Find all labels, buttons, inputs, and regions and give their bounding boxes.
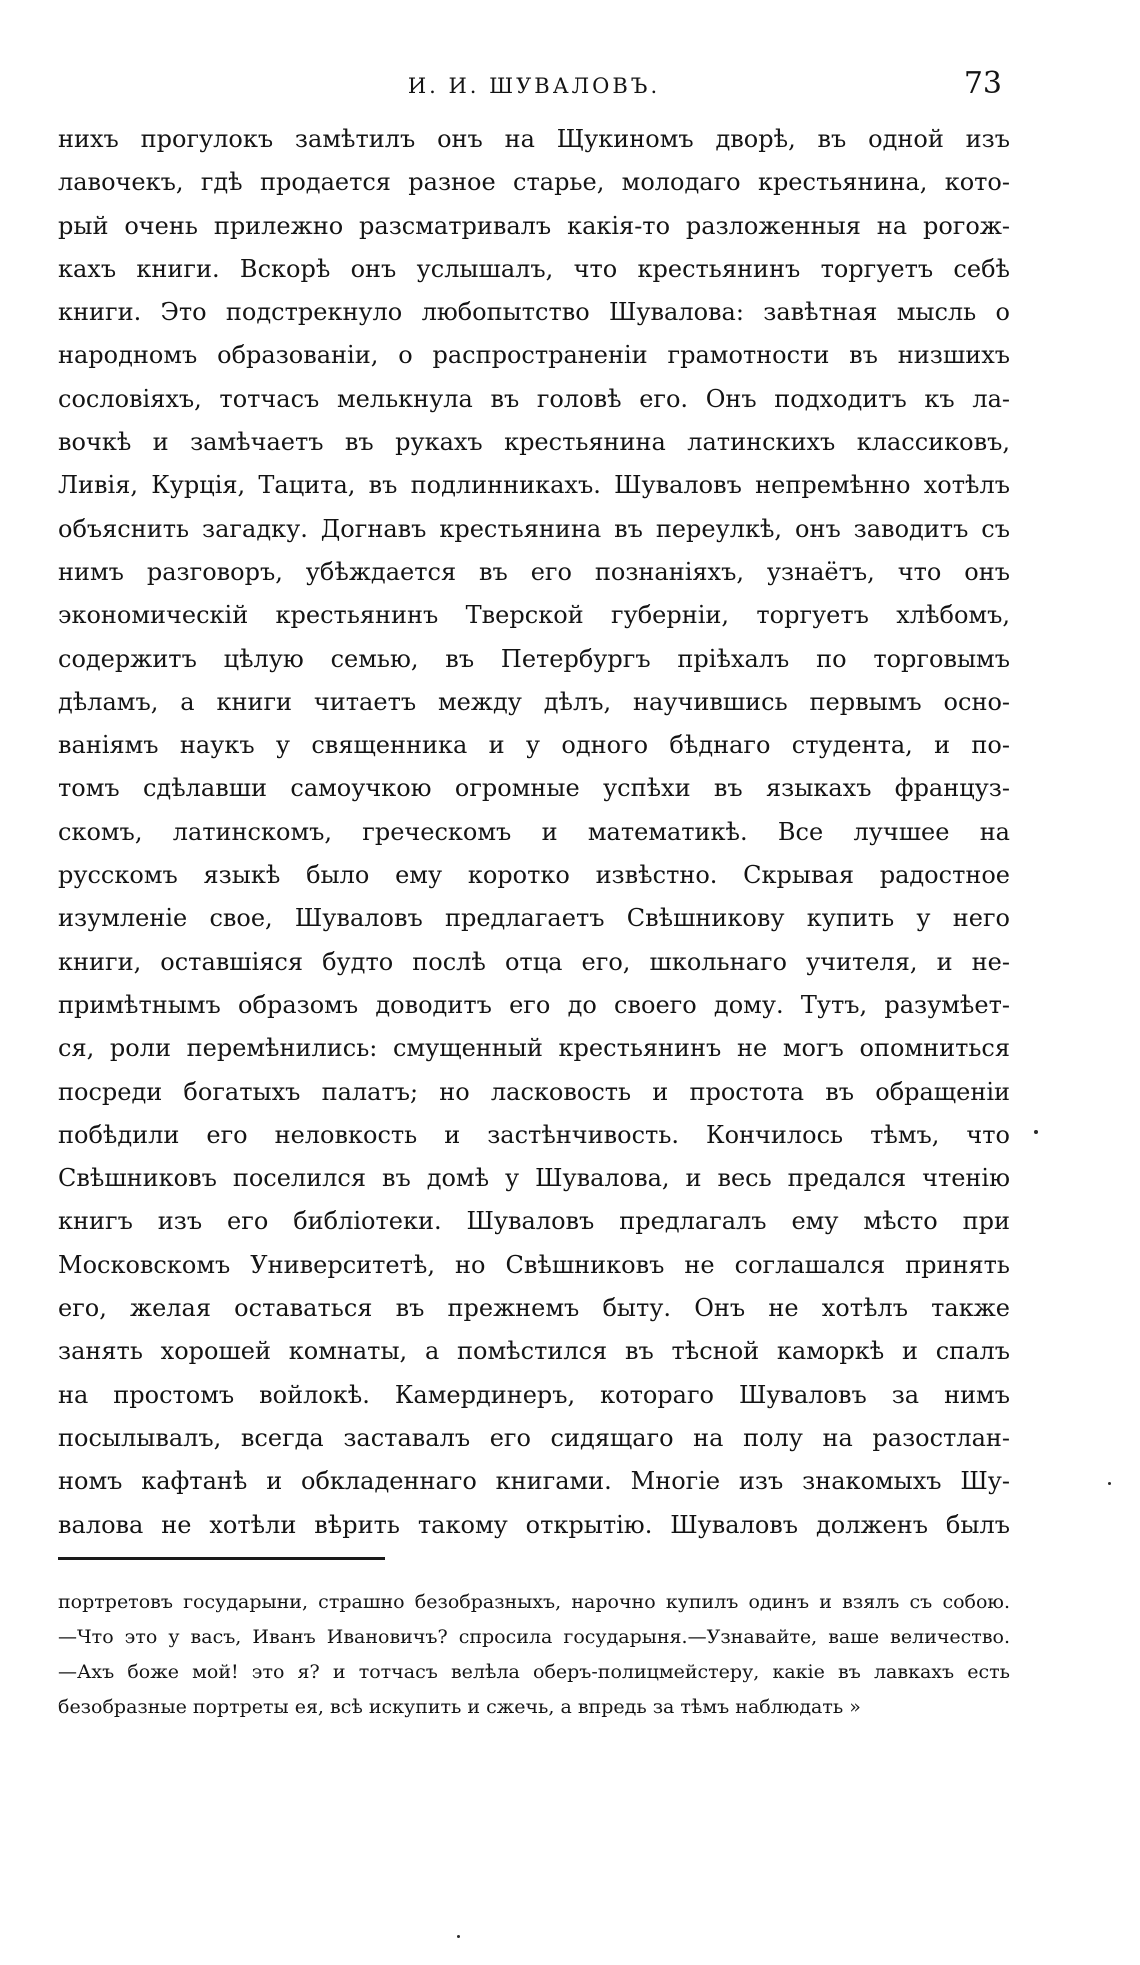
text-line: экономическій крестьянинъ Тверской губерніи, торгуетъ хлѣбомъ, — [58, 601, 1010, 630]
footnote-rule — [58, 1557, 385, 1560]
footnote — [58, 1585, 1010, 1725]
text-line: дѣламъ, а книги читаетъ между дѣлъ, научившись первымъ осно- — [58, 687, 1010, 716]
print-speck — [1034, 1130, 1038, 1134]
footnote-line: портретовъ государыни, страшно безобразныхъ, нарочно купилъ одинъ и взялъ съ собою. — [58, 1591, 1010, 1613]
text-line: изумленіе свое, Шуваловъ предлагаетъ Свѣшникову купить у него — [58, 904, 1010, 933]
text-line: валова не хотѣли вѣрить такому открытію. Шуваловъ долженъ былъ — [58, 1510, 1010, 1539]
text-line: русскомъ языкѣ было ему коротко извѣстно. Скрывая радостное — [58, 861, 1010, 890]
text-line: занять хорошей комнаты, а помѣстился въ тѣсной каморкѣ и спалъ — [58, 1337, 1010, 1366]
text-line: кахъ книги. Вскорѣ онъ услышалъ, что крестьянинъ торгуетъ себѣ — [58, 254, 1010, 283]
text-line: номъ кафтанѣ и обкладеннаго книгами. Многіе изъ знакомыхъ Шу- — [58, 1467, 1010, 1496]
running-head — [58, 66, 1010, 110]
text-line: ваніямъ наукъ у священника и у одного бѣднаго студента, и по- — [58, 731, 1010, 760]
print-speck — [457, 1935, 460, 1938]
text-line: на простомъ войлокѣ. Камердинеръ, котораго Шуваловъ за нимъ — [58, 1380, 1010, 1409]
text-line: книги. Это подстрекнуло любопытство Шувалова: завѣтная мысль о — [58, 298, 1010, 327]
text-line: примѣтнымъ образомъ доводитъ его до своего дому. Тутъ, разумѣет- — [58, 990, 1010, 1019]
text-line: ся, роли перемѣнились: смущенный крестьянинъ не могъ опомниться — [58, 1034, 1010, 1063]
text-line: томъ сдѣлавши самоучкою огромные успѣхи въ языкахъ француз- — [58, 774, 1010, 803]
text-line: скомъ, латинскомъ, греческомъ и математикѣ. Все лучшее на — [58, 817, 1010, 846]
footnote-line: —Ахъ боже мой! это я? и тотчасъ велѣла оберъ-полицмейстеру, какіе въ лавкахъ есть — [58, 1661, 1010, 1683]
text-line: книгъ изъ его библіотеки. Шуваловъ предлагалъ ему мѣсто при — [58, 1207, 1010, 1236]
text-line: сословіяхъ, тотчасъ мелькнула въ головѣ его. Онъ подходитъ къ ла- — [58, 384, 1010, 413]
text-line: Московскомъ Университетѣ, но Свѣшниковъ не соглашался принять — [58, 1250, 1010, 1279]
text-line: рый очень прилежно разсматривалъ какія-то разложенныя на рогож- — [58, 211, 1010, 240]
text-line: Ливія, Курція, Тацита, въ подлинникахъ. Шуваловъ непремѣнно хотѣлъ — [58, 471, 1010, 500]
text-line: нимъ разговоръ, убѣждается въ его познаніяхъ, узнаётъ, что онъ — [58, 557, 1010, 586]
running-title: И. И. ШУВАЛОВЪ. — [407, 74, 661, 98]
text-line: содержитъ цѣлую семью, въ Петербургъ пріѣхалъ по торговымъ — [58, 644, 1010, 673]
footnote-line: безобразные портреты ея, всѣ искупить и сжечь, а впредь за тѣмъ наблюдать » — [58, 1696, 861, 1718]
print-speck — [1108, 1482, 1111, 1485]
text-line: объяснить загадку. Догнавъ крестьянина въ переулкѣ, онъ заводитъ съ — [58, 514, 1010, 543]
text-line: посылывалъ, всегда заставалъ его сидящаго на полу на разостлан- — [58, 1423, 1010, 1452]
text-line: вочкѣ и замѣчаетъ въ рукахъ крестьянина латинскихъ классиковъ, — [58, 428, 1010, 457]
text-line: его, желая оставаться въ прежнемъ быту. Онъ не хотѣлъ также — [58, 1294, 1010, 1323]
text-line: побѣдили его неловкость и застѣнчивость. Кончилось тѣмъ, что — [58, 1120, 1010, 1149]
text-line: нихъ прогулокъ замѣтилъ онъ на Щукиномъ дворѣ, въ одной изъ — [58, 125, 1010, 153]
text-line: посреди богатыхъ палатъ; но ласковость и простота въ обращеніи — [58, 1077, 1010, 1106]
text-line: лавочекъ, гдѣ продается разное старье, молодаго крестьянина, кото- — [58, 168, 1010, 197]
text-line: народномъ образованіи, о распространеніи грамотности въ низшихъ — [58, 341, 1010, 370]
footnote-line: —Что это у васъ, Иванъ Ивановичъ? спросила государыня.—Узнавайте, ваше величество. — [58, 1626, 1010, 1648]
page-number: 73 — [963, 66, 1002, 101]
body-text — [58, 118, 1010, 1547]
text-line: Свѣшниковъ поселился въ домѣ у Шувалова, и весь предался чтенію — [58, 1164, 1010, 1193]
text-line: книги, оставшіяся будто послѣ отца его, школьнаго учителя, и не- — [58, 947, 1010, 976]
